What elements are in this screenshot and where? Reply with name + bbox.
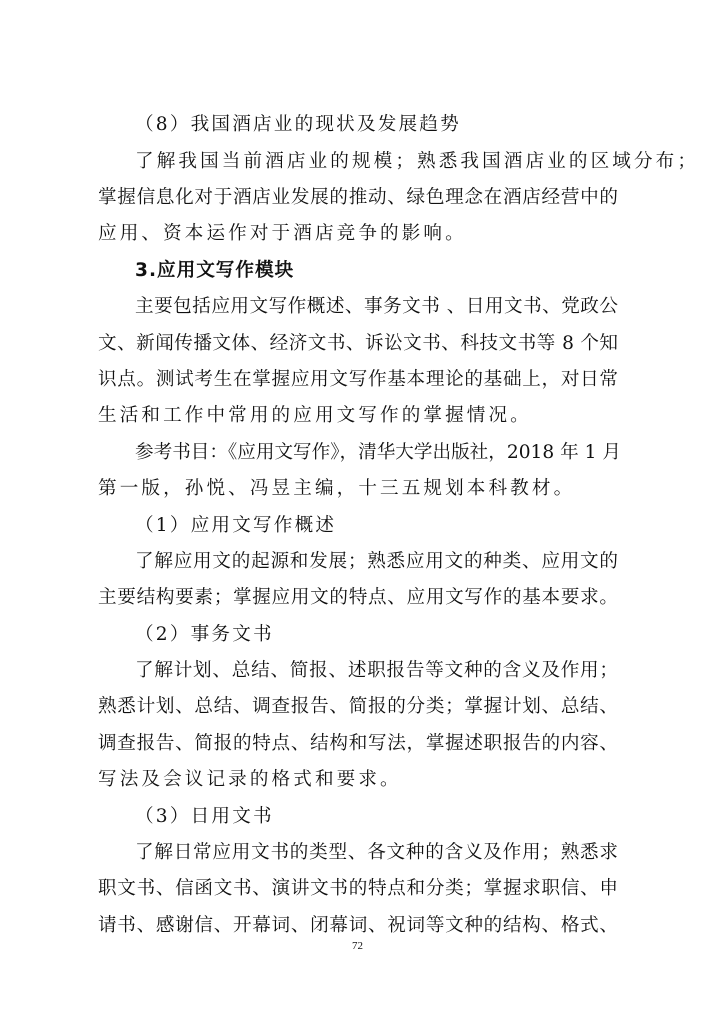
paragraph-line: 应用、资本运作对于酒店竞争的影响。 <box>98 223 467 244</box>
paragraph-line: 写法及会议记录的格式和要求。 <box>98 769 402 790</box>
paragraph-line: 主要包括应用文写作概述、事务文书 、日用文书、党政公 <box>135 296 618 317</box>
paragraph-line: 掌握信息化对于酒店业发展的推动、绿色理念在酒店经营中的 <box>98 187 618 208</box>
paragraph-line: 了解日常应用文书的类型、各文种的含义及作用；熟悉求 <box>135 842 618 863</box>
subheading-affairs-docs: （2）事务文书 <box>135 624 274 645</box>
subheading-daily-docs: （3）日用文书 <box>135 806 274 827</box>
paragraph-line: 请书、感谢信、开幕词、闭幕词、祝词等文种的结构、格式、 <box>98 915 618 936</box>
paragraph-line: 职文书、信函文书、演讲文书的特点和分类；掌握求职信、申 <box>98 878 618 899</box>
page-number: 72 <box>352 940 363 952</box>
paragraph-line: 了解我国当前酒店业的规模；熟悉我国酒店业的区域分布； <box>135 151 700 172</box>
paragraph-line: 调查报告、简报的特点、结构和写法，掌握述职报告的内容、 <box>98 733 618 754</box>
paragraph-line: 了解计划、总结、简报、述职报告等文种的含义及作用； <box>135 660 618 681</box>
subheading-hotel-trend: （8）我国酒店业的现状及发展趋势 <box>135 114 461 135</box>
paragraph-line: 生活和工作中常用的应用文写作的掌握情况。 <box>98 405 532 426</box>
reference-line: 参考书目：《应用文写作》，清华大学出版社，2018 年 1 月 <box>135 442 621 463</box>
paragraph-line: 识点。测试考生在掌握应用文写作基本理论的基础上，对日常 <box>98 369 618 390</box>
reference-line: 第一版，孙悦、冯昱主编，十三五规划本科教材。 <box>98 478 576 499</box>
section-heading-applied-writing: 3.应用文写作模块 <box>135 260 295 281</box>
paragraph-line: 了解应用文的起源和发展；熟悉应用文的种类、应用文的 <box>135 551 618 572</box>
paragraph-line: 文、新闻传播文体、经济文书、诉讼文书、科技文书等 8 个知 <box>98 333 618 354</box>
paragraph-line: 主要结构要素；掌握应用文的特点、应用文写作的基本要求。 <box>98 587 618 608</box>
paragraph-line: 熟悉计划、总结、调查报告、简报的分类；掌握计划、总结、 <box>98 696 618 717</box>
subheading-overview: （1）应用文写作概述 <box>135 515 337 536</box>
